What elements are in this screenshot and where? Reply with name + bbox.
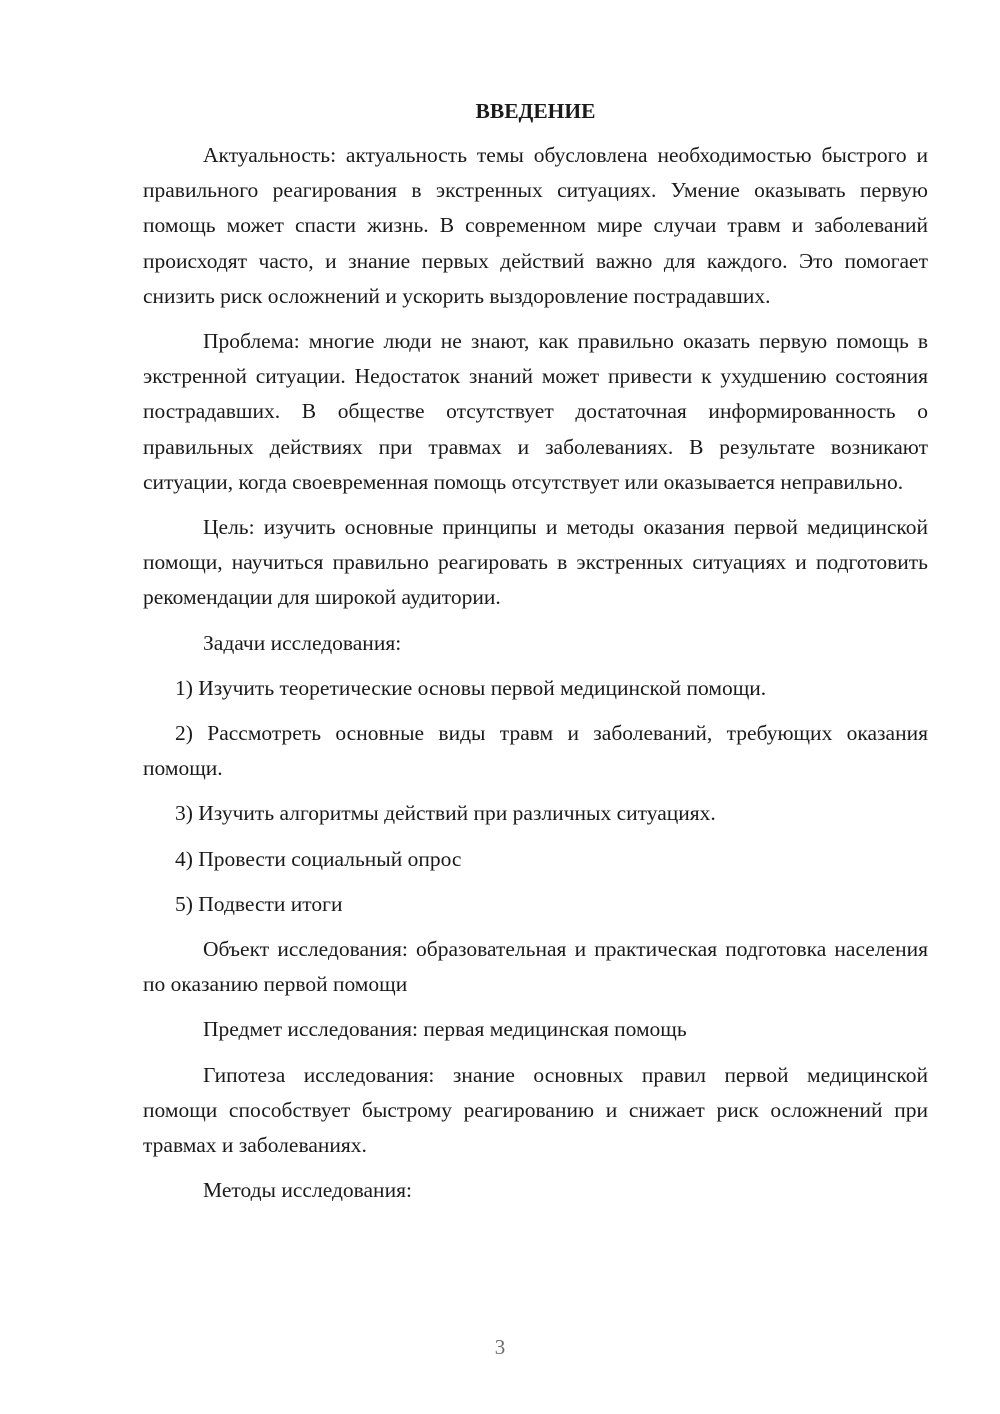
paragraph-hypothesis: Гипотеза исследования: знание основных правил первой медицинской помощи способствует быстрому реагированию и снижает риск осложнений при травмах и заболеваниях. [143, 1062, 928, 1158]
paragraph-subject: Предмет исследования: первая медицинская помощь [203, 1017, 687, 1042]
task-item: 3) Изучить алгоритмы действий при различных ситуациях. [175, 801, 716, 826]
task-item: 1) Изучить теоретические основы первой медицинской помощи. [175, 675, 767, 700]
methods-heading: Методы исследования: [203, 1178, 412, 1203]
task-item: 2) Рассмотреть основные виды травм и заболеваний, требующих оказания помощи. [143, 721, 928, 781]
tasks-heading: Задачи исследования: [203, 630, 402, 655]
page-content [143, 96, 928, 1218]
paragraph-problem: Проблема: многие люди не знают, как правильно оказать первую помощь в экстренной ситуации. Недостаток знаний может привести к ухудшению состояния пострадавших. В обществе отсутствует достаточная информированность о правильных действиях при травмах и заболеваниях. В результате возникают ситуации, когда своевременная помощь отсутствует или оказывается неправильно. [143, 329, 928, 494]
task-item: 4) Провести социальный опрос [175, 846, 462, 871]
task-item: 5) Подвести итоги [175, 891, 343, 916]
section-title: ВВЕДЕНИЕ [475, 99, 596, 123]
page-number: 3 [494, 1335, 506, 1359]
paragraph-relevance: Актуальность: актуальность темы обусловлена необходимостью быстрого и правильного реагирования в экстренных ситуациях. Умение оказывать первую помощь может спасти жизнь. В современном мире случаи травм и заболеваний происходят часто, и знание первых действий важно для каждого. Это помогает снизить риск осложнений и ускорить выздоровление пострадавших. [143, 143, 928, 308]
paragraph-object: Объект исследования: образовательная и практическая подготовка населения по оказанию первой помощи [143, 937, 928, 997]
paragraph-goal: Цель: изучить основные принципы и методы оказания первой медицинской помощи, научиться правильно реагировать в экстренных ситуациях и подготовить рекомендации для широкой аудитории. [143, 515, 928, 610]
